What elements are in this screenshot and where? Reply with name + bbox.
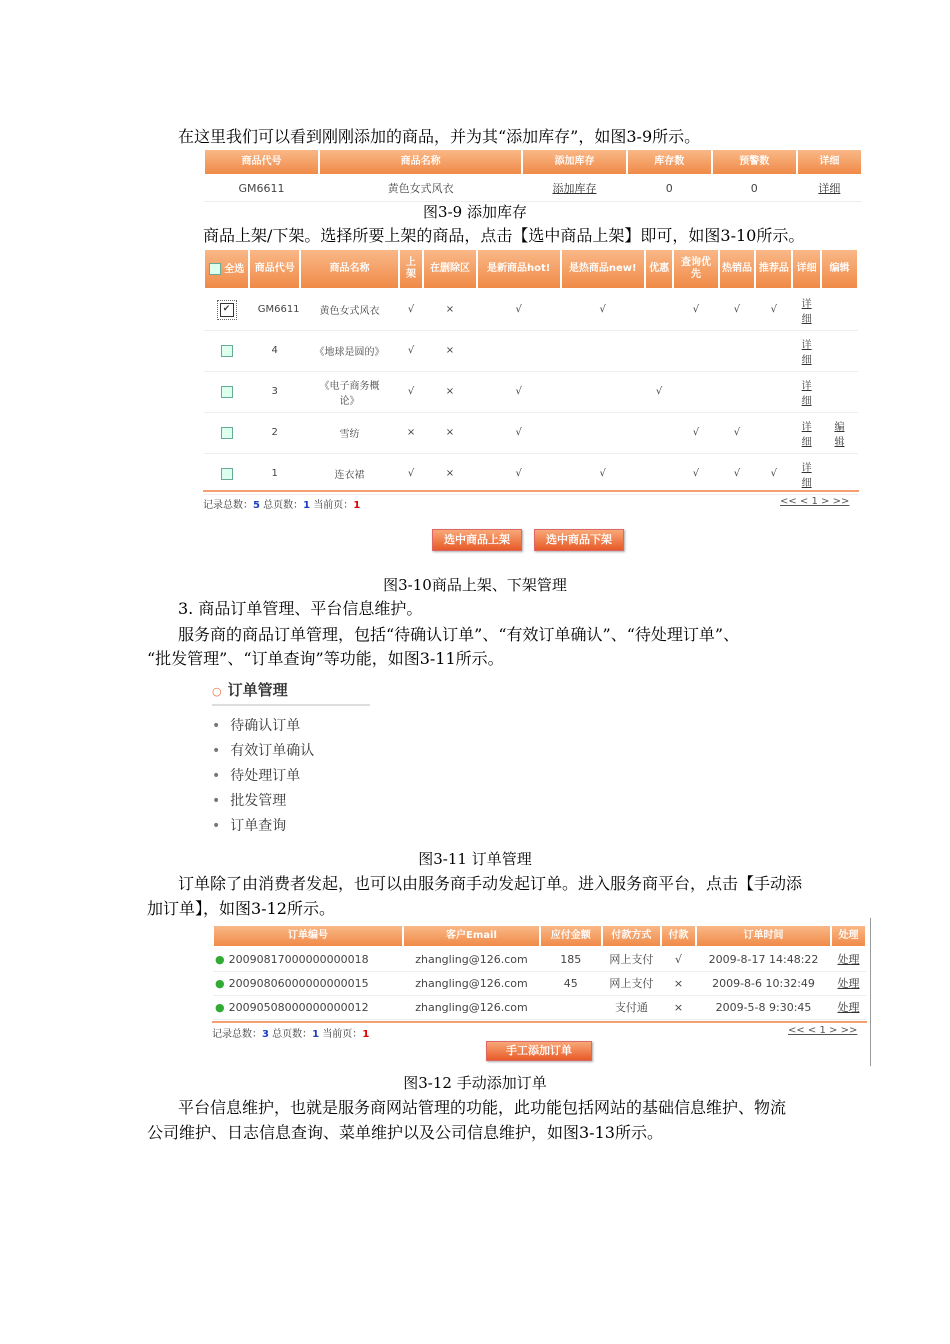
- menu-item[interactable]: • 有效订单确认: [212, 739, 370, 764]
- cell: √: [407, 468, 415, 479]
- caption-3-12: 图3-12 手动添加订单: [403, 1074, 547, 1092]
- col-header: 付款方式: [602, 925, 661, 947]
- cell: √: [599, 468, 606, 479]
- row-checkbox[interactable]: [221, 386, 233, 398]
- cell: 连衣裙: [334, 470, 365, 481]
- col-header: 是热商品new!: [561, 249, 645, 289]
- cell: 《电子商务概论》: [319, 380, 380, 407]
- cell: GM6611: [257, 304, 300, 316]
- table-row: [204, 175, 862, 201]
- row-checkbox[interactable]: [221, 468, 233, 480]
- cell: zhangling@126.com: [415, 976, 528, 990]
- expand-icon[interactable]: ●: [215, 952, 225, 966]
- cell: ×: [406, 427, 416, 438]
- col-header: 推荐品: [755, 249, 792, 289]
- detail-link[interactable]: 详细: [801, 462, 812, 489]
- menu-item[interactable]: • 批发管理: [212, 789, 370, 814]
- edit-link[interactable]: 编辑: [834, 421, 845, 448]
- paragraph-6b: 公司维护、日志信息查询、菜单维护以及公司信息维护，如图3-13所示。: [147, 1123, 663, 1142]
- cell: 网上支付: [609, 953, 654, 967]
- cell: 20090817000000000018: [228, 952, 369, 966]
- menu-title: 订单管理: [227, 681, 288, 699]
- frame-edge: [870, 918, 871, 1066]
- col-header: 客户Email: [403, 925, 540, 947]
- table-row: [213, 947, 866, 971]
- cell: zhangling@126.com: [415, 952, 528, 966]
- pager-label: 当前页：: [322, 1029, 363, 1040]
- pager-label: 记录总数：: [212, 1029, 262, 1040]
- cell: 网上支付: [609, 977, 654, 990]
- cell: √: [515, 468, 522, 479]
- cell: 黄色女式风衣: [319, 306, 380, 318]
- order-table: [212, 924, 867, 1020]
- cell: √: [733, 468, 741, 479]
- cell: √: [692, 468, 700, 479]
- select-all-checkbox[interactable]: [209, 263, 221, 275]
- cell: GM6611: [204, 175, 319, 201]
- paragraph-5b: 加订单】，如图3-12所示。: [147, 899, 335, 918]
- col-header: 详细: [797, 149, 862, 175]
- cell: √: [407, 304, 415, 316]
- col-header: 编辑: [821, 249, 858, 289]
- listing-table: [203, 248, 859, 495]
- col-header: 优惠: [645, 249, 674, 289]
- table-row: [213, 971, 866, 995]
- cell: 3: [271, 386, 278, 397]
- col-header: 预警数: [712, 149, 797, 175]
- col-header: 商品代号: [204, 149, 319, 175]
- cell: 2: [271, 427, 278, 438]
- cell: √: [733, 304, 741, 316]
- cell: ×: [445, 304, 455, 316]
- list-selected-button[interactable]: 选中商品上架: [432, 529, 522, 551]
- col-header: 处理: [831, 925, 866, 947]
- col-header: 上架: [399, 249, 424, 289]
- row-checkbox[interactable]: [221, 427, 233, 439]
- cell: √: [515, 386, 522, 397]
- add-stock-link[interactable]: 添加库存: [552, 182, 597, 196]
- detail-link[interactable]: 详细: [801, 421, 812, 448]
- cell: √: [674, 952, 682, 966]
- cell: √: [599, 304, 606, 316]
- col-header: 订单时间: [696, 925, 831, 947]
- cell: zhangling@126.com: [415, 1000, 528, 1014]
- cell: √: [407, 386, 415, 397]
- table-row: [204, 453, 858, 494]
- paragraph-6a: 平台信息维护，也就是服务商网站管理的功能，此功能包括网站的基础信息维护、物流: [178, 1098, 787, 1117]
- pager-value: 1: [312, 1029, 320, 1040]
- cell: ×: [445, 345, 455, 356]
- cell: 黄色女式风衣: [319, 175, 522, 201]
- paragraph-3: 3. 商品订单管理、平台信息维护。: [178, 599, 423, 618]
- col-header: 订单编号: [213, 925, 403, 947]
- table-row: [204, 289, 858, 330]
- cell: 1: [271, 468, 278, 479]
- paragraph-1: 在这里我们可以看到刚刚添加的商品，并为其“添加库存”，如图3-9所示。: [178, 127, 701, 146]
- table-row: [213, 995, 866, 1019]
- pager-value: 1: [362, 1029, 370, 1040]
- caption-3-10: 图3-10商品上架、下架管理: [383, 576, 567, 594]
- stock-table: [203, 148, 863, 202]
- col-header: 热销品: [719, 249, 756, 289]
- cell: √: [733, 427, 741, 438]
- cell: √: [692, 427, 700, 438]
- cell: √: [770, 468, 778, 479]
- cell: 雪纺: [339, 429, 360, 440]
- paragraph-4a: 服务商的商品订单管理，包括“待确认订单”、“有效订单确认”、“待处理订单”、: [178, 625, 740, 644]
- cell: 支付通: [614, 1001, 648, 1014]
- cell: ×: [445, 468, 455, 479]
- pager-label: 记录总数：: [203, 500, 253, 511]
- cell: √: [692, 304, 700, 316]
- detail-link[interactable]: 详细: [801, 298, 812, 325]
- add-order-button[interactable]: 手工添加订单: [486, 1041, 592, 1061]
- cell: 45: [563, 976, 578, 990]
- order-menu: [212, 676, 370, 839]
- pager-nav[interactable]: << < 1 > >>: [780, 496, 850, 507]
- cell: √: [770, 304, 778, 316]
- col-header: 商品代号: [249, 249, 300, 289]
- col-header: 商品名称: [319, 149, 522, 175]
- cell: √: [515, 304, 522, 316]
- pager-info: [203, 496, 360, 511]
- cell: 4: [271, 345, 278, 356]
- divider: [203, 490, 859, 492]
- row-checkbox[interactable]: [221, 345, 233, 357]
- cell: ×: [445, 386, 455, 397]
- paragraph-5a: 订单除了由消费者发起，也可以由服务商手动发起订单。进入服务商平台，点击【手动添: [178, 874, 803, 893]
- col-header: 在删除区: [423, 249, 476, 289]
- pager-value: 3: [262, 1029, 269, 1040]
- paragraph-4b: “批发管理”、“订单查询”等功能，如图3-11所示。: [147, 649, 504, 668]
- expand-icon[interactable]: ●: [215, 1000, 225, 1014]
- caption-3-9: 图3-9 添加库存: [423, 203, 527, 221]
- table-row: [204, 412, 858, 453]
- col-header: 查询优先: [673, 249, 718, 289]
- col-header: 详细: [792, 249, 821, 289]
- menu-item[interactable]: • 待确认订单: [212, 714, 370, 739]
- cell: 20090508000000000012: [228, 1000, 369, 1014]
- cell: 2009-8-6 10:32:49: [712, 976, 815, 990]
- cell: 20090806000000000015: [228, 976, 369, 990]
- pager-info: [212, 1025, 369, 1040]
- paragraph-2: 商品上架/下架。选择所要上架的商品，点击【选中商品上架】即可，如图3-10所示。: [203, 226, 805, 245]
- cell: √: [407, 345, 415, 356]
- pager-nav[interactable]: << < 1 > >>: [788, 1025, 858, 1036]
- col-header: 是新商品hot!: [477, 249, 561, 289]
- cell: ×: [673, 976, 684, 990]
- circle-icon: ○: [212, 685, 222, 698]
- cell: 185: [560, 952, 582, 966]
- menu-item[interactable]: • 订单查询: [212, 814, 370, 839]
- col-header: 添加库存: [522, 149, 627, 175]
- cell: 0: [712, 175, 797, 201]
- detail-link[interactable]: 详细: [801, 339, 812, 366]
- col-header: 应付金额: [540, 925, 602, 947]
- pager-label: 总页数：: [263, 500, 304, 511]
- pager-label: 总页数：: [272, 1029, 313, 1040]
- table-row: [204, 330, 858, 371]
- col-header: 付款: [661, 925, 696, 947]
- cell: ×: [445, 427, 455, 438]
- col-header: 商品名称: [300, 249, 398, 289]
- caption-3-11: 图3-11 订单管理: [418, 850, 532, 868]
- menu-item[interactable]: • 待处理订单: [212, 764, 370, 789]
- col-header: 库存数: [627, 149, 712, 175]
- cell: 0: [627, 175, 712, 201]
- pager-value: 5: [253, 500, 260, 511]
- cell: 《地球是圆的》: [314, 347, 385, 358]
- cell: 2009-8-17 14:48:22: [708, 952, 819, 966]
- cell: √: [655, 386, 663, 397]
- process-link[interactable]: 处理: [837, 953, 860, 967]
- pager-label: 当前页：: [313, 500, 354, 511]
- cell: 2009-5-8 9:30:45: [715, 1000, 812, 1014]
- pager-value: 1: [303, 500, 311, 511]
- pager-value: 1: [353, 500, 361, 511]
- divider: [212, 1021, 867, 1023]
- process-link[interactable]: 处理: [837, 977, 860, 990]
- detail-link[interactable]: 详细: [801, 380, 812, 407]
- cell: √: [515, 427, 522, 438]
- delist-selected-button[interactable]: 选中商品下架: [534, 529, 624, 551]
- cell: ×: [673, 1000, 684, 1014]
- col-header: 全选: [224, 263, 245, 275]
- table-row: [204, 371, 858, 412]
- detail-link[interactable]: 详细: [818, 182, 841, 196]
- process-link[interactable]: 处理: [837, 1001, 860, 1014]
- row-checkbox[interactable]: ✔: [220, 303, 234, 317]
- expand-icon[interactable]: ●: [215, 976, 225, 990]
